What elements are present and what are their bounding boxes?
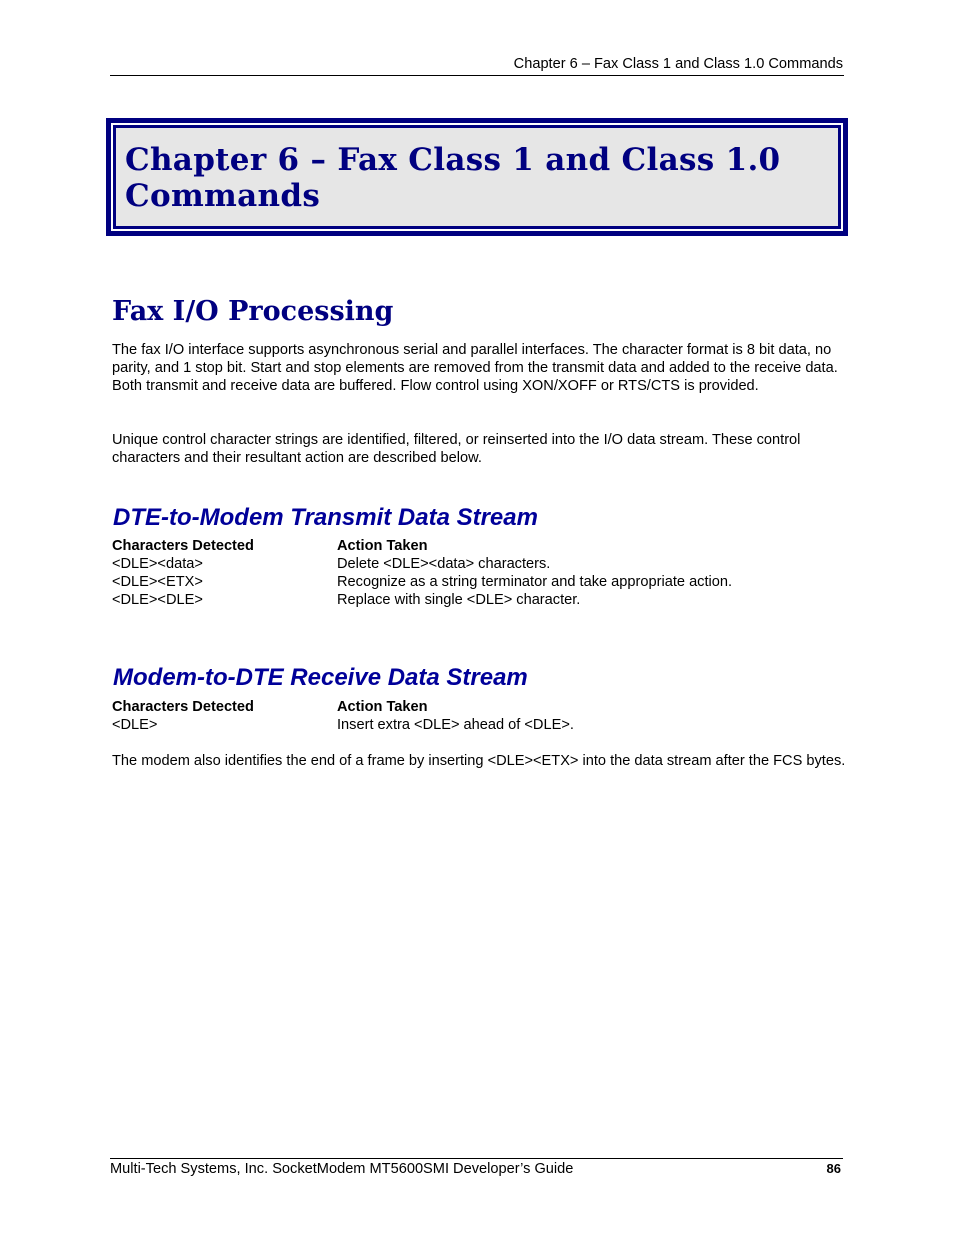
subsection-title: Modem-to-DTE Receive Data Stream xyxy=(113,664,528,691)
table-row: <DLE><DLE> Replace with single <DLE> character. xyxy=(112,592,581,608)
table-row: <DLE> Insert extra <DLE> ahead of <DLE>. xyxy=(112,717,574,733)
table-row: <DLE><data> Delete <DLE><data> characters. xyxy=(112,556,551,572)
receive-table: Characters Detected Action Taken <DLE> Insert extra <DLE> ahead of <DLE>. xyxy=(112,699,574,733)
chapter-title-box xyxy=(106,118,848,236)
transmit-table: Characters Detected Action Taken <DLE><data> Delete <DLE><data> characters. <DLE><ETX> Recognize as a string terminator and take appropriate action. <DLE><DLE> Replace with single <DLE> character. xyxy=(112,538,733,608)
footer: Multi-Tech Systems, Inc. SocketModem MT5600SMI Developer’s Guide 86 xyxy=(110,1158,843,1177)
paragraph: Unique control character strings are identified, filtered, or reinserted into the I/O data stream. These control characters and their resultant action are described below. xyxy=(112,432,801,466)
section-title: Fax I/O Processing xyxy=(112,296,394,327)
paragraph: The fax I/O interface supports asynchronous serial and parallel interfaces. The character format is 8 bit data, no parity, and 1 stop bit. Start and stop elements are removed from the transmit data and added to the receive data. Both transmit and receive data are buffered. Flow control using XON/XOFF or RTS/CTS is provided. xyxy=(112,342,838,394)
page-number: 86 xyxy=(826,1161,841,1176)
paragraph: The modem also identifies the end of a frame by inserting <DLE><ETX> into the data stream after the FCS bytes. xyxy=(112,753,846,769)
chapter-title: Chapter 6 – Fax Class 1 and Class 1.0 Commands xyxy=(125,142,781,214)
table-row: <DLE><ETX> Recognize as a string terminator and take appropriate action. xyxy=(112,574,733,590)
running-header: Chapter 6 – Fax Class 1 and Class 1.0 Commands xyxy=(110,56,844,76)
subsection-title: DTE-to-Modem Transmit Data Stream xyxy=(113,504,538,531)
